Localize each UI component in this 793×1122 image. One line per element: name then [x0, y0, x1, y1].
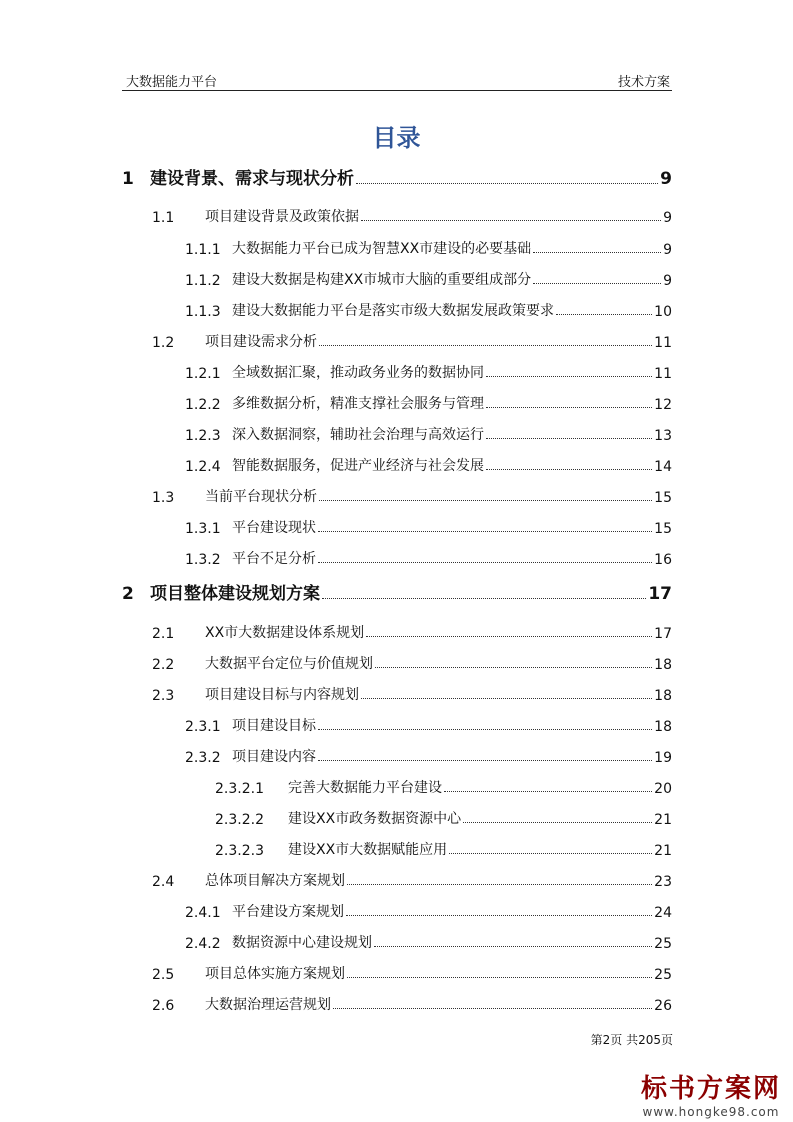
watermark-url: www.hongke98.com	[642, 1105, 780, 1119]
toc-dot-leader	[322, 598, 646, 599]
toc-dot-leader	[366, 636, 652, 637]
toc-dot-leader	[361, 220, 661, 221]
toc-entry-title: 平台不足分析	[232, 551, 316, 567]
toc-entry-number: 2.3.2.2	[215, 812, 264, 828]
toc-entry-page: 9	[660, 169, 672, 189]
toc-entry-number: 1.2.4	[185, 459, 221, 475]
toc-entry-page: 21	[654, 812, 672, 828]
toc-entry-title: XX市大数据建设体系规划	[205, 625, 365, 641]
toc-entry-title: 建设大数据是构建XX市城市大脑的重要组成部分	[232, 272, 532, 288]
toc-dot-leader	[463, 822, 652, 823]
toc-entry[interactable]	[122, 165, 672, 189]
toc-entry-title: 全域数据汇聚，推动政务业务的数据协同	[232, 365, 484, 381]
toc-entry-number: 2.3.2	[185, 750, 221, 766]
toc-entry[interactable]	[185, 742, 672, 766]
toc-dot-leader	[486, 407, 652, 408]
toc-entry-title: 平台建设现状	[232, 520, 316, 536]
toc-entry-title: 建设背景、需求与现状分析	[150, 169, 354, 189]
toc-dot-leader	[333, 1008, 652, 1009]
toc-entry-number: 1	[122, 169, 134, 189]
toc-dot-leader	[444, 791, 652, 792]
toc-dot-leader	[533, 252, 661, 253]
toc-entry-page: 18	[654, 719, 672, 735]
page-title: 目录	[372, 124, 421, 152]
toc-entry-number: 1.1.2	[185, 273, 221, 289]
toc-entry-page: 15	[654, 521, 672, 537]
toc-entry-title: 项目建设内容	[232, 749, 316, 765]
toc-entry-number: 2	[122, 584, 134, 604]
toc-entry-title: 总体项目解决方案规划	[205, 873, 345, 889]
toc-dot-leader	[556, 314, 652, 315]
toc-entry[interactable]	[215, 804, 672, 828]
toc-entry[interactable]	[185, 711, 672, 735]
toc-entry[interactable]	[185, 451, 672, 475]
toc-entry[interactable]	[185, 928, 672, 952]
toc-entry-title: 智能数据服务，促进产业经济与社会发展	[232, 458, 484, 474]
toc-entry-number: 1.2.3	[185, 428, 221, 444]
toc-entry-page: 17	[654, 626, 672, 642]
toc-entry-number: 2.4.2	[185, 936, 221, 952]
toc-entry-page: 9	[663, 273, 672, 289]
toc-entry[interactable]	[185, 358, 672, 382]
toc-entry-page: 10	[654, 304, 672, 320]
toc-entry-title: 平台建设方案规划	[232, 904, 344, 920]
toc-entry-page: 20	[654, 781, 672, 797]
toc-entry-number: 2.3.2.3	[215, 843, 264, 859]
toc-entry-page: 18	[654, 688, 672, 704]
toc-entry-title: 项目总体实施方案规划	[205, 966, 345, 982]
toc-entry-title: 多维数据分析，精准支撑社会服务与管理	[232, 396, 484, 412]
toc-entry-page: 15	[654, 490, 672, 506]
toc-entry-page: 14	[654, 459, 672, 475]
toc-entry-number: 1.2.1	[185, 366, 221, 382]
toc-dot-leader	[346, 915, 652, 916]
toc-entry-number: 2.3.1	[185, 719, 221, 735]
toc-entry-page: 12	[654, 397, 672, 413]
toc-entry[interactable]	[152, 866, 672, 890]
toc-entry[interactable]	[152, 327, 672, 351]
toc-entry-page: 23	[654, 874, 672, 890]
toc-entry[interactable]	[152, 202, 672, 226]
toc-entry-number: 2.4	[152, 874, 175, 890]
toc-entry[interactable]	[152, 482, 672, 506]
header-document-title: 大数据能力平台	[126, 75, 218, 90]
toc-entry-title: 大数据平台定位与价值规划	[205, 656, 373, 672]
toc-entry-page: 25	[654, 967, 672, 983]
toc-dot-leader	[486, 438, 652, 439]
toc-entry-title: 深入数据洞察，辅助社会治理与高效运行	[232, 427, 484, 443]
toc-dot-leader	[319, 500, 652, 501]
toc-entry-number: 1.3.2	[185, 552, 221, 568]
toc-entry-title: 完善大数据能力平台建设	[288, 780, 442, 796]
toc-entry-title: 当前平台现状分析	[205, 489, 317, 505]
toc-entry-title: 项目建设目标与内容规划	[205, 687, 359, 703]
toc-entry[interactable]	[185, 513, 672, 537]
toc-entry[interactable]	[185, 420, 672, 444]
toc-entry-number: 2.4.1	[185, 905, 221, 921]
toc-entry[interactable]	[185, 897, 672, 921]
toc-entry-title: 建设XX市政务数据资源中心	[288, 811, 462, 827]
toc-entry-page: 13	[654, 428, 672, 444]
toc-entry[interactable]	[122, 580, 672, 604]
toc-dot-leader	[347, 884, 652, 885]
toc-entry-title: 项目建设背景及政策依据	[205, 209, 359, 225]
toc-dot-leader	[319, 345, 652, 346]
toc-entry-number: 2.3.2.1	[215, 781, 264, 797]
toc-dot-leader	[533, 283, 661, 284]
toc-dot-leader	[318, 562, 652, 563]
toc-entry-title: 数据资源中心建设规划	[232, 935, 372, 951]
toc-dot-leader	[347, 977, 652, 978]
toc-entry[interactable]	[152, 649, 672, 673]
toc-entry-title: 项目建设目标	[232, 718, 316, 734]
toc-entry-number: 2.5	[152, 967, 175, 983]
toc-dot-leader	[374, 946, 652, 947]
toc-dot-leader	[361, 698, 652, 699]
toc-dot-leader	[449, 853, 652, 854]
toc-entry-number: 2.6	[152, 998, 175, 1014]
toc-entry[interactable]	[152, 990, 672, 1014]
toc-entry-page: 19	[654, 750, 672, 766]
toc-entry-title: 建设大数据能力平台是落实市级大数据发展政策要求	[232, 303, 554, 319]
toc-entry-title: 项目建设需求分析	[205, 334, 317, 350]
toc-entry-title: 建设XX市大数据赋能应用	[288, 842, 448, 858]
toc-entry-number: 1.2	[152, 335, 175, 351]
page-number-footer: 第2页 共205页	[590, 1033, 673, 1047]
toc-entry-number: 2.2	[152, 657, 175, 673]
toc-entry-page: 11	[654, 335, 672, 351]
header-document-type: 技术方案	[617, 75, 670, 90]
toc-entry-page: 9	[663, 210, 672, 226]
toc-entry-page: 11	[654, 366, 672, 382]
toc-entry-page: 16	[654, 552, 672, 568]
toc-entry-number: 1.3	[152, 490, 175, 506]
watermark-title: 标书方案网	[640, 1074, 781, 1104]
toc-entry-number: 1.2.2	[185, 397, 221, 413]
toc-entry-number: 1.1.3	[185, 304, 221, 320]
toc-entry-title: 大数据治理运营规划	[205, 997, 331, 1013]
toc-dot-leader	[356, 183, 658, 184]
toc-entry-number: 2.1	[152, 626, 175, 642]
toc-entry-number: 2.3	[152, 688, 175, 704]
toc-entry-number: 1.3.1	[185, 521, 221, 537]
toc-entry[interactable]	[185, 265, 672, 289]
toc-entry[interactable]	[185, 234, 672, 258]
toc-dot-leader	[375, 667, 652, 668]
toc-entry-page: 24	[654, 905, 672, 921]
toc-entry[interactable]	[185, 296, 672, 320]
toc-entry[interactable]	[152, 680, 672, 704]
toc-entry[interactable]	[215, 773, 672, 797]
toc-entry-page: 18	[654, 657, 672, 673]
toc-entry[interactable]	[185, 544, 672, 568]
toc-dot-leader	[486, 376, 652, 377]
toc-entry[interactable]	[185, 389, 672, 413]
toc-entry-number: 1.1	[152, 210, 175, 226]
toc-entry-page: 9	[663, 242, 672, 258]
page-header	[122, 70, 672, 91]
toc-entry[interactable]	[152, 618, 672, 642]
toc-entry[interactable]	[152, 959, 672, 983]
toc-entry-page: 17	[648, 584, 672, 604]
toc-dot-leader	[318, 531, 652, 532]
toc-entry-page: 25	[654, 936, 672, 952]
toc-entry-number: 1.1.1	[185, 242, 221, 258]
toc-entry-title: 项目整体建设规划方案	[150, 584, 320, 604]
toc-dot-leader	[318, 729, 652, 730]
toc-entry[interactable]	[215, 835, 672, 859]
toc-dot-leader	[486, 469, 652, 470]
toc-entry-page: 21	[654, 843, 672, 859]
toc-entry-title: 大数据能力平台已成为智慧XX市建设的必要基础	[232, 241, 532, 257]
toc-dot-leader	[318, 760, 652, 761]
toc-entry-page: 26	[654, 998, 672, 1014]
watermark-logo	[641, 1068, 781, 1119]
